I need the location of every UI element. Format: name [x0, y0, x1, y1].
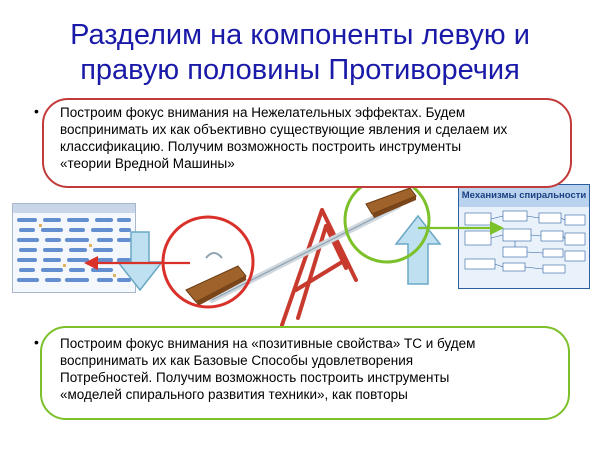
spiral-diagram-title: Механизмы спиральности: [459, 185, 589, 207]
positive-focus-line: воспринимать их как Базовые Способы удовлетворения: [60, 353, 414, 368]
arrow-down-icon: [118, 232, 162, 290]
harm-focus-text: [60, 104, 507, 172]
harm-focus-line: классификацию. Получим возможность построить инструменты: [60, 139, 462, 154]
positive-focus-line: «моделей спирального развития техники», как повторы: [60, 387, 408, 402]
harm-focus-line: воспринимать их как объективно существующие явления и сделаем их: [60, 122, 508, 137]
top-callout-bullet: •: [34, 103, 39, 119]
title-line-2: правую половины Противоречия: [80, 54, 520, 86]
positive-focus-line: Потребностей. Получим возможность построить инструменты: [60, 370, 450, 385]
harm-focus-line: Построим фокус внимания на Нежелательных эффектах. Будем: [60, 105, 466, 120]
bottom-callout-bullet: •: [34, 334, 39, 350]
positive-focus-text: [60, 335, 475, 403]
harm-focus-line: «теории Вредной Машины»: [60, 156, 235, 171]
positive-focus-line: Построим фокус внимания на «позитивные свойства» ТС и будем: [60, 336, 476, 351]
title-line-1: Разделим на компоненты левую и: [70, 19, 530, 51]
